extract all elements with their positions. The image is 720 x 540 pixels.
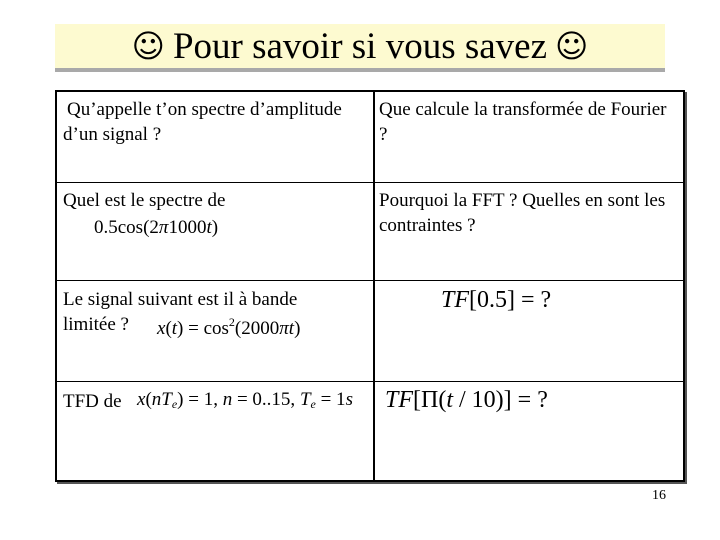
question-tfd-of: TFD de	[63, 391, 122, 412]
formula-tf-rect: TF[Π(t / 10)] = ?	[385, 387, 548, 413]
smiley-icon: ☺	[131, 27, 165, 65]
slide-title-text: Pour savoir si vous savez	[172, 25, 548, 67]
table-row-divider	[57, 182, 683, 183]
table-row-divider	[57, 280, 683, 281]
question-fft: Pourquoi la FFT ? Quelles en sont les contraintes ?	[379, 190, 666, 236]
smiley-icon: ☺	[555, 27, 589, 65]
question-band-limited: Le signal suivant est il à bande limitée ?	[63, 289, 298, 335]
question-spectrum-of: Quel est le spectre de	[63, 190, 226, 211]
question-table	[55, 90, 685, 482]
formula-sequence: $x(nT_e) = 1$, n = 0..15, $T_e = 1s$	[137, 389, 353, 411]
formula-tf-constant: TF[0.5] = ?	[441, 287, 552, 313]
formula-cos-squared: $x(t) = \cos^2(2000\pi t)$	[157, 315, 301, 339]
slide-title	[55, 24, 665, 68]
question-amplitude-spectrum: Qu’appelle t’on spectre d’amplitude d’un signal ?	[63, 99, 342, 145]
table-row-divider	[57, 381, 683, 382]
formula-cosine: 0.5cos(2π1000t)	[94, 217, 219, 238]
page-number: 16	[652, 488, 666, 503]
table-column-divider	[373, 92, 375, 480]
question-fourier-transform: Que calcule la transformée de Fourier ?	[379, 99, 667, 145]
